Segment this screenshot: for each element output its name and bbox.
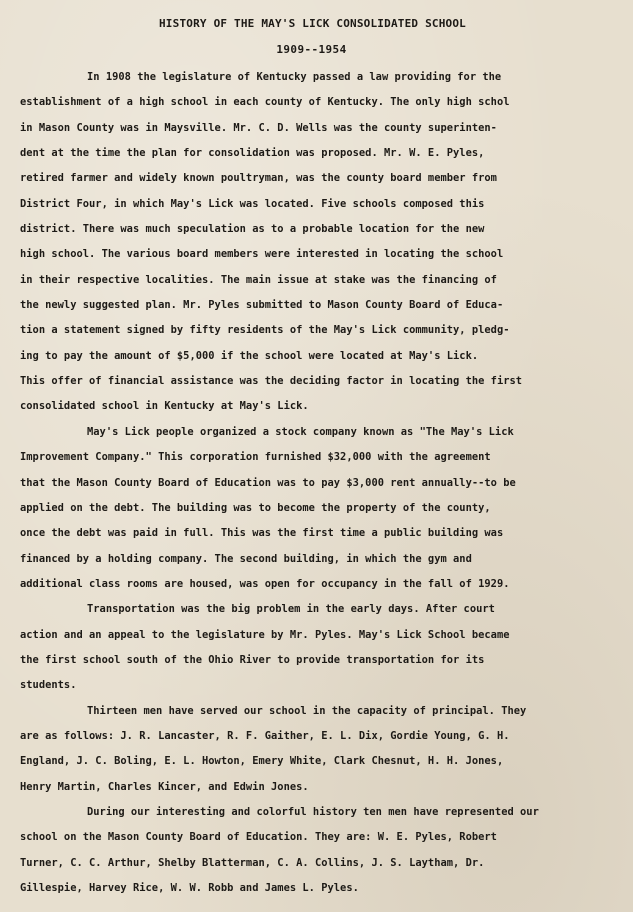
text-line: action and an appeal to the legislature by Mr. Pyles. May's Lick School became — [20, 628, 510, 641]
text-line: England, J. C. Boling, E. L. Howton, Emery White, Clark Chesnut, H. H. Jones, — [20, 755, 504, 768]
text-line: district. There was much speculation as to a probable location for the new — [20, 223, 485, 236]
text-line: the first school south of the Ohio River to provide transportation for its — [20, 653, 485, 666]
text-line: that the Mason County Board of Education was to pay $3,000 rent annually--to be — [20, 476, 516, 489]
text-line: In 1908 the legislature of Kentucky passed a law providing for the — [87, 71, 502, 83]
text-line: dent at the time the plan for consolidation was proposed. Mr. W. E. Pyles, — [20, 147, 485, 160]
paragraph-3 — [20, 597, 625, 698]
text-line: District Four, in which May's Lick was located. Five schools composed this — [20, 197, 485, 210]
text-line: Gillespie, Harvey Rice, W. W. Robb and James L. Pyles. — [20, 882, 359, 894]
text-line: applied on the debt. The building was to become the property of the county, — [20, 501, 491, 514]
document-years: 1909--1954 — [276, 43, 347, 56]
text-line: consolidated school in Kentucky at May's Lick. — [20, 400, 309, 413]
text-line: establishment of a high school in each county of Kentucky. The only high schol — [20, 96, 510, 109]
text-line: Turner, C. C. Arthur, Shelby Blatterman, C. A. Collins, J. S. Laytham, Dr. — [20, 856, 485, 869]
text-line: school on the Mason County Board of Education. They are: W. E. Pyles, Robert — [20, 831, 497, 844]
text-line: financed by a holding company. The second building, in which the gym and — [20, 552, 472, 565]
paragraph-4 — [20, 699, 625, 800]
text-line: May's Lick people organized a stock company known as "The May's Lick — [87, 425, 514, 438]
text-line: retired farmer and widely known poultryman, was the county board member from — [20, 172, 497, 185]
paragraph-1 — [20, 65, 625, 420]
text-line: once the debt was paid in full. This was the first time a public building was — [20, 527, 504, 540]
text-line: During our interesting and colorful history ten men have represented our — [87, 805, 539, 818]
text-line: Improvement Company." This corporation furnished $32,000 with the agreement — [20, 451, 491, 464]
text-line: ing to pay the amount of $5,000 if the school were located at May's Lick. — [20, 349, 479, 362]
text-line: additional class rooms are housed, was open for occupancy in the fall of 1929. — [20, 577, 510, 590]
text-line: Henry Martin, Charles Kincer, and Edwin Jones. — [20, 780, 309, 793]
text-line: tion a statement signed by fifty residents of the May's Lick community, pledg- — [20, 324, 510, 337]
text-line: students. — [20, 679, 77, 692]
paragraph-2 — [20, 420, 625, 597]
text-line: high school. The various board members were interested in locating the school — [20, 248, 504, 261]
text-line: the newly suggested plan. Mr. Pyles submitted to Mason County Board of Educa- — [20, 299, 504, 312]
text-line: are as follows: J. R. Lancaster, R. F. Gaither, E. L. Dix, Gordie Young, G. H. — [20, 729, 510, 742]
spacer — [20, 58, 625, 65]
paragraph-5 — [20, 800, 625, 901]
text-line: Transportation was the big problem in the early days. After court — [87, 603, 495, 616]
text-line: Thirteen men have served our school in the capacity of principal. They — [87, 704, 527, 717]
text-line: in their respective localities. The main issue at stake was the financing of — [20, 273, 497, 286]
document-title: HISTORY OF THE MAY'S LICK CONSOLIDATED SCHOOL — [158, 17, 466, 30]
text-line: in Mason County was in Maysville. Mr. C. D. Wells was the county superinten- — [20, 121, 497, 134]
text-line: This offer of financial assistance was the deciding factor in locating the first — [20, 375, 523, 388]
